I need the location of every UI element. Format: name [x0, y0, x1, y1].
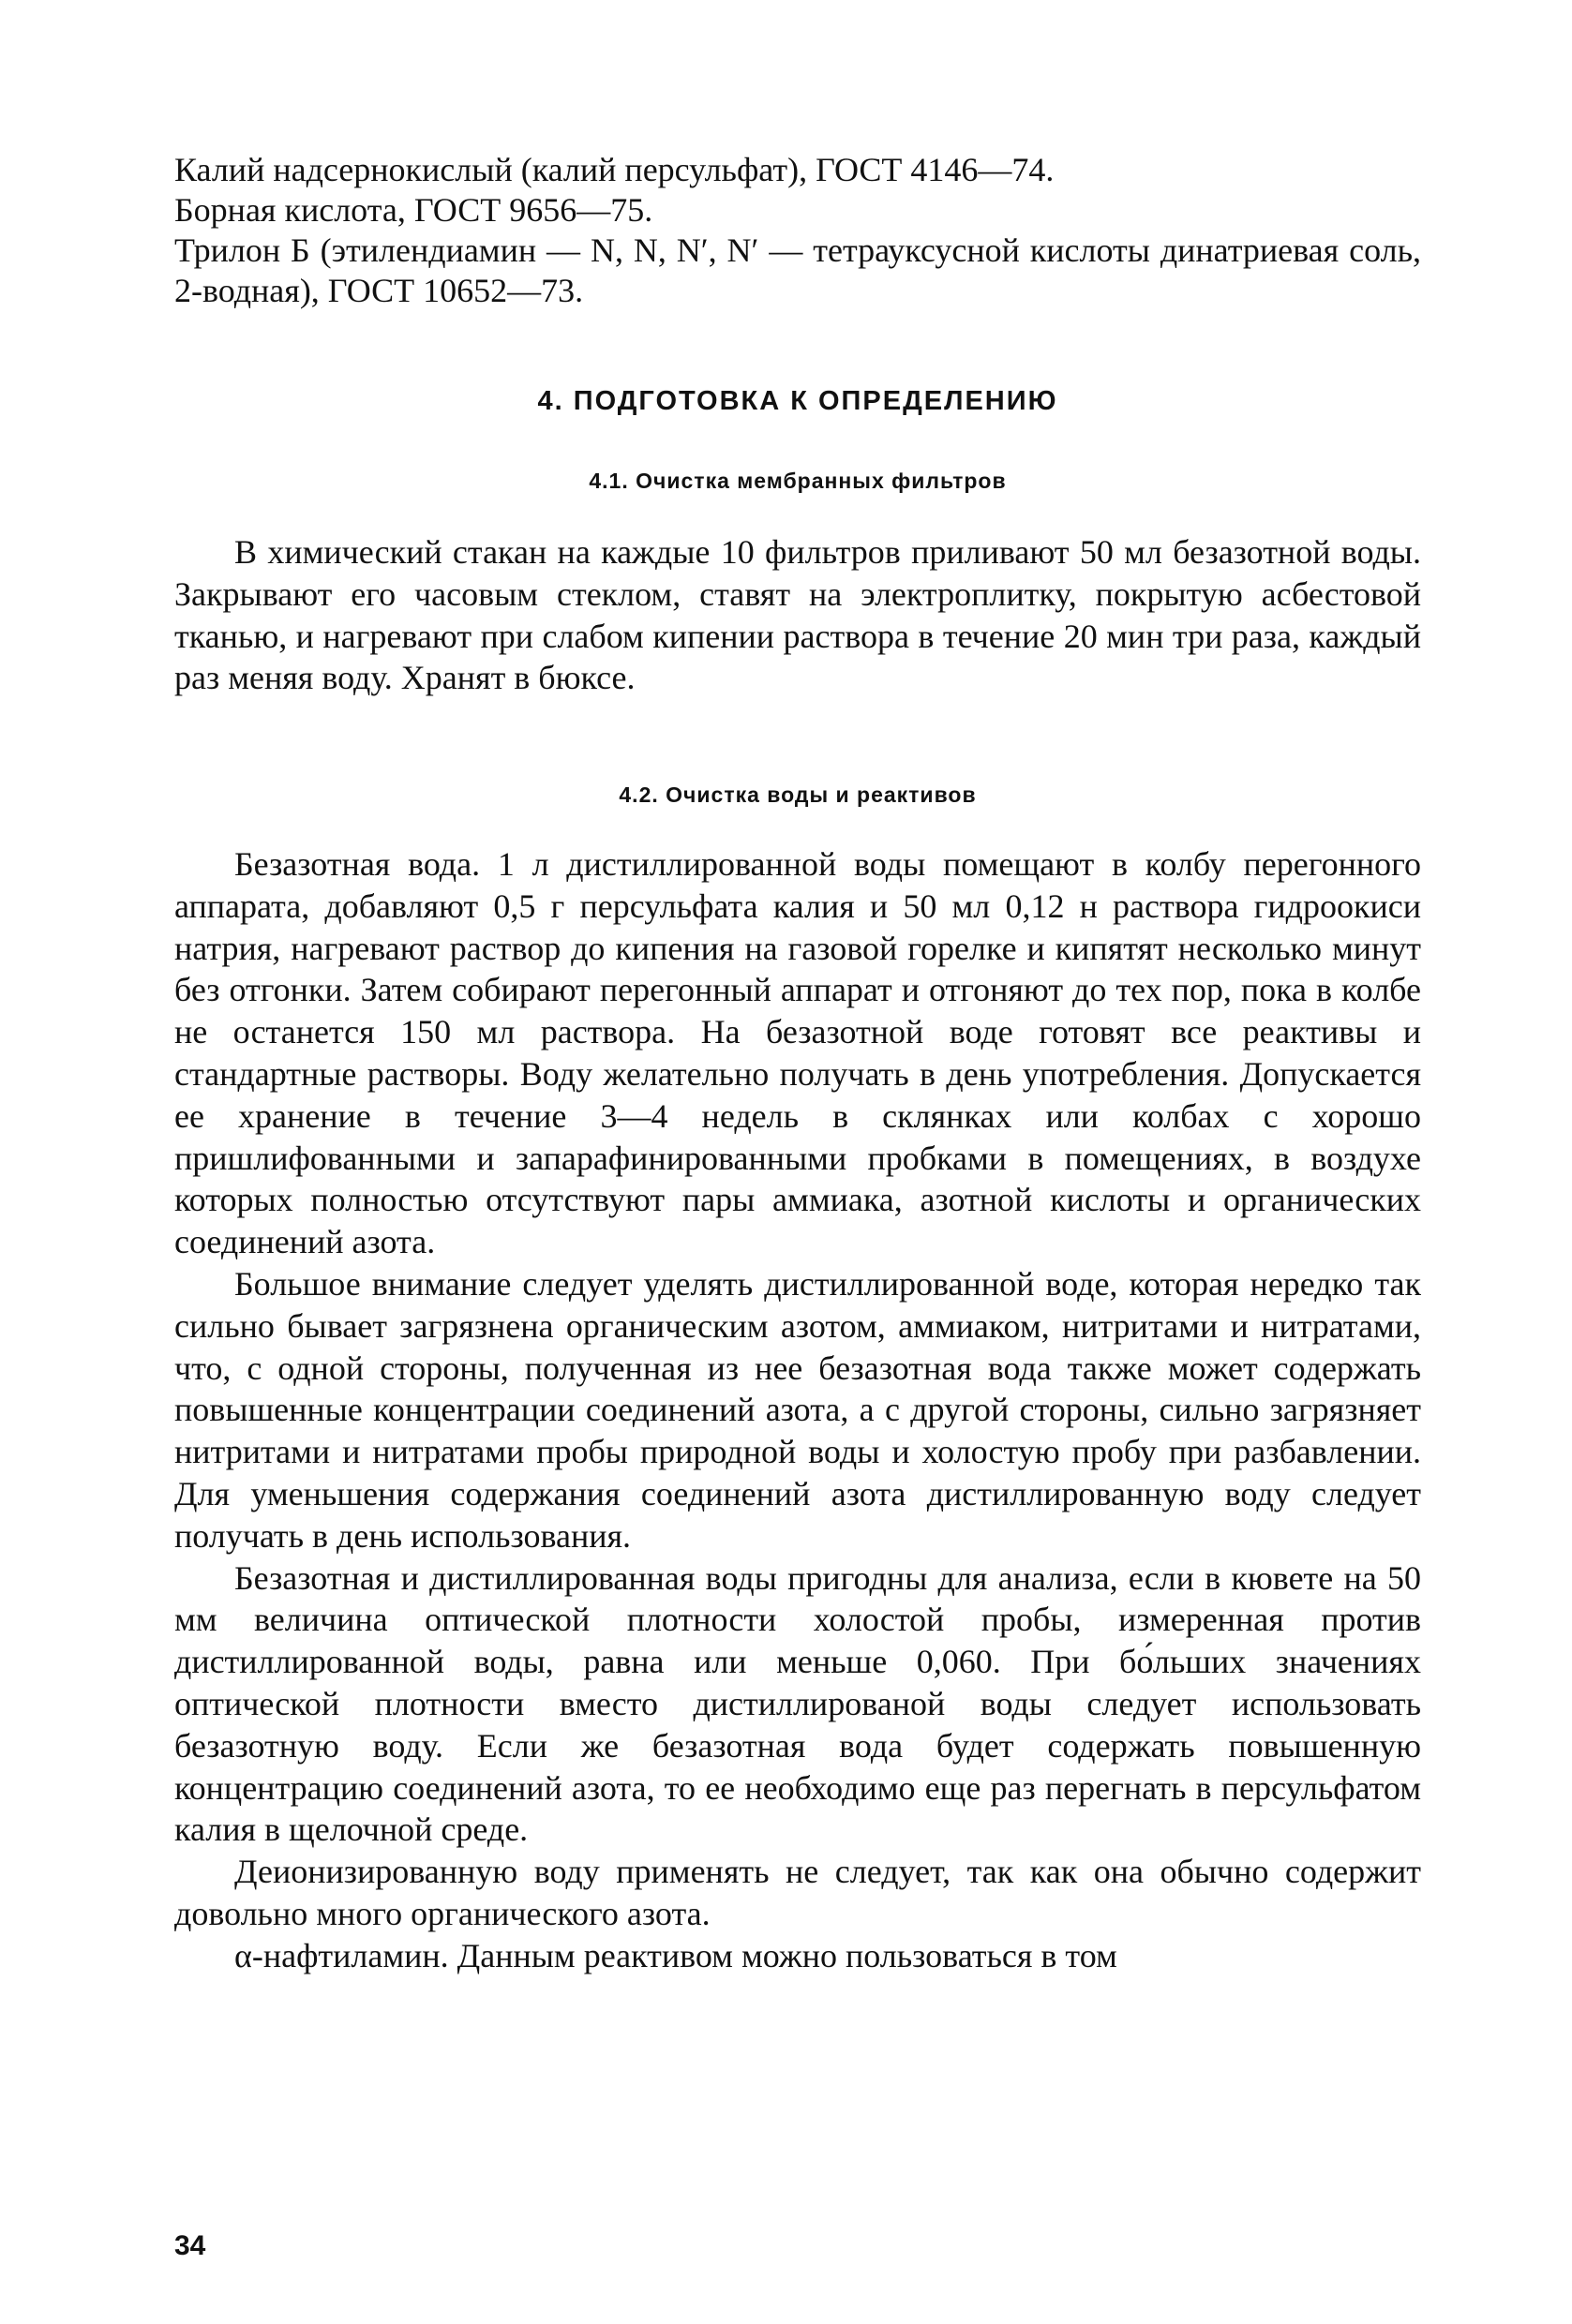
- paragraph: Безазотная и дистиллированная воды пригодны для анализа, если в кювете на 50 мм величина оптической плотности холостой пробы, измеренная против дистиллированной воды, равна или меньше 0,060. При бо́льших значениях оптической плотности вместо дистиллированой воды следует использовать безазотную воду. Если же безазотная вода будет содержать повышенную концентрацию соединений азота, то ее необходимо еще раз перегнать в персульфатом калия в щелочной среде.: [174, 1558, 1421, 1849]
- paragraph: В химический стакан на каждые 10 фильтров приливают 50 мл безазотной воды. Закрывают его часовым стеклом, ставят на электроплитку, покрытую асбестовой тканью, и нагревают при слабом кипении раствора в течение 20 мин три раза, каждый раз меняя воду. Хранят в бюксе.: [174, 533, 1421, 697]
- reagent-item: Борная кислота, ГОСТ 9656—75.: [174, 191, 653, 229]
- subsection-heading-4-2: 4.2. Очистка воды и реактивов: [619, 782, 977, 807]
- paragraph: α-нафтиламин. Данным реактивом можно пользоваться в том: [234, 1936, 1117, 1974]
- section-heading: 4. ПОДГОТОВКА К ОПРЕДЕЛЕНИЮ: [537, 386, 1058, 416]
- reagent-list: [174, 150, 1421, 311]
- reagent-item: Трилон Б (этилендиамин — N, N, N′, N′ — тетрауксусной кислоты динатриевая соль, 2-водная), ГОСТ 10652—73.: [174, 231, 1421, 309]
- paragraph: Деионизированную воду применять не следует, так как она обычно содержит довольно много органического азота.: [174, 1853, 1421, 1932]
- subsection-4-1-body: [174, 531, 1421, 699]
- reagent-item: Калий надсернокислый (калий персульфат), ГОСТ 4146—74.: [174, 151, 1055, 188]
- paragraph: Безазотная вода. 1 л дистиллированной воды помещают в колбу перегонного аппарата, добавляют 0,5 г персульфата калия и 50 мл 0,12 н раствора гидроокиси натрия, нагревают раствор до кипения на газовой горелке и кипятят несколько минут без отгонки. Затем собирают перегонный аппарат и отгоняют до тех пор, пока в колбе не останется 150 мл раствора. На безазотной воде готовят все реактивы и стандартные растворы. Воду желательно получать в день употребления. Допускается ее хранение в течение 3—4 недель в склянках или колбах с хорошо пришлифованными и запарафинированными пробками в помещениях, в воздухе которых полностью отсутствуют пары аммиака, азотной кислоты и органических соединений азота.: [174, 845, 1421, 1261]
- subsection-4-2-body: [174, 843, 1421, 1977]
- paragraph: Большое внимание следует уделять дистиллированной воде, которая нередко так сильно бывает загрязнена органическим азотом, аммиаком, нитритами и нитратами, что, с одной стороны, полученная из нее безазотная вода также может содержать повышенные концентрации соединений азота, а с другой стороны, сильно загрязняет нитритами и нитратами пробы природной воды и холостую пробу при разбавлении. Для уменьшения содержания соединений азота дистиллированную воду следует получать в день использования.: [174, 1264, 1421, 1555]
- page-number: 34: [174, 2230, 206, 2261]
- subsection-heading-4-1: 4.1. Очистка мембранных фильтров: [589, 469, 1007, 493]
